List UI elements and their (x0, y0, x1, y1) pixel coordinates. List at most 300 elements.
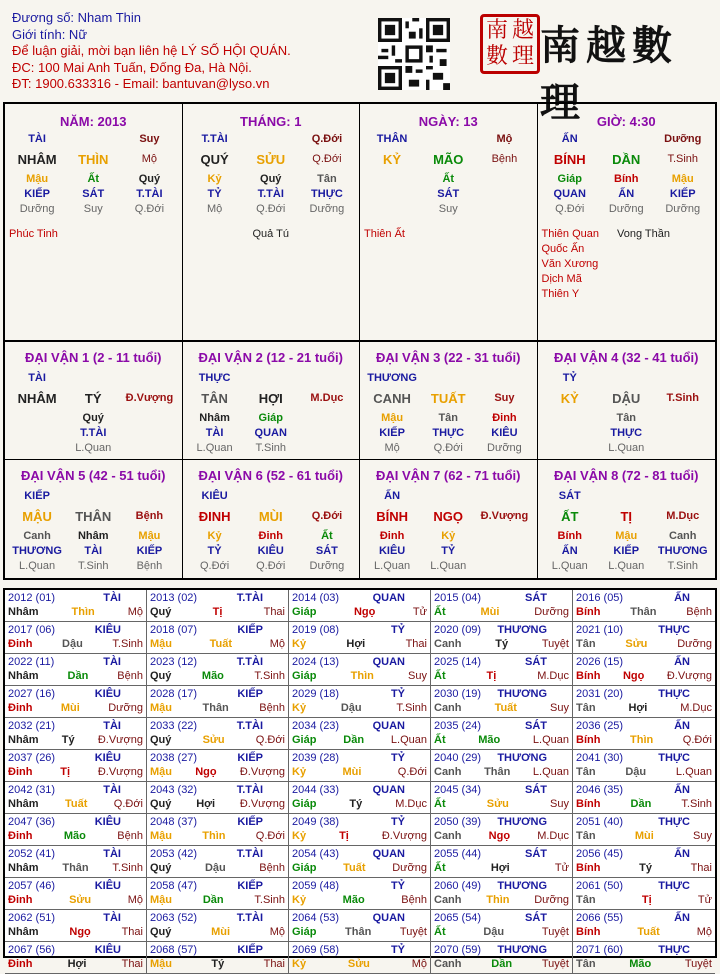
year-bottom (576, 957, 712, 972)
dai-van-stem-branch-0: NHÂM (17, 391, 57, 406)
dai-van-stage (187, 559, 356, 574)
dai-van-stage-2: Bệnh (136, 560, 163, 572)
pillar-title: NĂM: 2013 (60, 114, 127, 129)
dai-van-stage-1: L.Quan (430, 560, 467, 572)
year-cell[interactable] (5, 846, 147, 878)
year-cell[interactable] (147, 622, 289, 654)
year-bottom (576, 637, 712, 652)
year-god: TỶ (390, 624, 405, 636)
dai-van-stem-branch-2: Q.Đới (311, 510, 343, 522)
year-cell[interactable] (289, 942, 431, 974)
pillar-stage-2: Dưỡng (309, 203, 345, 215)
year-cell[interactable] (289, 622, 431, 654)
year-bottom (292, 701, 427, 716)
year-cell[interactable] (573, 750, 715, 782)
year-bottom (576, 797, 712, 812)
dai-van-stage-0: L.Quan (196, 442, 233, 454)
year-god: KIẾP (237, 688, 263, 700)
pillar-stars (9, 227, 178, 242)
year-cell[interactable] (5, 750, 147, 782)
year-bottom (8, 637, 143, 652)
year-bottom (150, 637, 285, 652)
pillar-stem-branch-2: T.Sinh (667, 153, 699, 165)
year-cell[interactable] (5, 910, 147, 942)
year-branch: Dậu (340, 702, 362, 714)
year-stem: Quý (150, 798, 172, 810)
year-cell[interactable] (289, 878, 431, 910)
pillar-hidden (9, 172, 178, 187)
year-stage: Bệnh (259, 702, 285, 714)
year-bottom (150, 893, 285, 908)
year-label: 2038 (27) (150, 752, 198, 764)
year-label: 2052 (41) (8, 848, 56, 860)
year-stage: Thai (263, 606, 285, 618)
year-god: TỶ (390, 880, 405, 892)
dai-van-god-row-0: THƯƠNG (12, 545, 62, 557)
year-bottom (292, 957, 427, 972)
year-stage: T.Sinh (254, 670, 285, 682)
year-label: 2036 (25) (576, 720, 624, 732)
year-top (576, 943, 712, 957)
year-cell[interactable] (147, 750, 289, 782)
year-cell[interactable] (5, 590, 147, 622)
dai-van-god-text: KIẾP (24, 490, 50, 502)
pillar-stem-branch-1: SỬU (256, 152, 286, 167)
year-bottom (576, 765, 712, 780)
year-label: 2016 (05) (576, 592, 624, 604)
year-cell[interactable] (431, 942, 573, 974)
dai-van-god-row-1: T.TÀI (80, 427, 107, 439)
year-stem: Quý (150, 670, 172, 682)
year-bottom (576, 669, 712, 684)
year-stage: Q.Đới (397, 766, 427, 778)
blank (65, 371, 121, 386)
year-god: ẤN (674, 912, 690, 924)
year-cell[interactable] (289, 718, 431, 750)
year-top (434, 719, 569, 733)
dai-van-stem-branch (542, 391, 712, 406)
year-god: THỰC (658, 880, 690, 892)
year-cell[interactable] (431, 846, 573, 878)
year-cell[interactable] (147, 846, 289, 878)
stars-left (9, 227, 58, 242)
year-label: 2028 (17) (150, 688, 198, 700)
pillar-top-1 (420, 132, 476, 147)
year-top (150, 751, 285, 765)
year-stage: Đ.Vượng (97, 766, 143, 778)
year-cell[interactable] (289, 686, 431, 718)
year-god: QUAN (372, 848, 405, 860)
year-stem: Đinh (8, 702, 33, 714)
year-label: 2059 (48) (292, 880, 340, 892)
year-branch: Tuất (343, 862, 366, 874)
dai-van-stage-1: Q.Đới (433, 442, 463, 454)
year-bottom (434, 893, 569, 908)
pillar-stem-branch-1: MÃO (433, 152, 464, 167)
year-stem: Tân (576, 830, 596, 842)
year-god: THƯƠNG (497, 880, 547, 892)
gioi-tinh: Giới tính: Nữ (12, 26, 88, 42)
star-name: Quả Tú (252, 228, 289, 240)
year-bottom (8, 733, 143, 748)
year-god: KIẾP (237, 752, 263, 764)
dai-van-hidden (542, 529, 712, 544)
year-cell[interactable] (289, 590, 431, 622)
dai-van-hidden-1: Mậu (615, 530, 638, 542)
year-cell[interactable] (431, 718, 573, 750)
dai-van-stem-branch-0: CANH (373, 391, 411, 406)
dai-van-stage-1: L.Quan (75, 442, 112, 454)
dai-van-god-row-1: THỰC (610, 427, 643, 439)
year-cell[interactable] (147, 686, 289, 718)
pillar-cell (183, 104, 361, 340)
year-cell[interactable] (147, 590, 289, 622)
dai-van-hidden-0: Đinh (379, 530, 405, 542)
dai-van-hidden-1: Giáp (258, 412, 283, 424)
year-cell[interactable] (431, 782, 573, 814)
year-cell[interactable] (573, 622, 715, 654)
year-cell[interactable] (5, 718, 147, 750)
pillar-top-2: Q.Đới (311, 133, 343, 145)
year-cell[interactable] (5, 622, 147, 654)
year-label: 2049 (38) (292, 816, 340, 828)
year-stage: Mộ (696, 926, 712, 938)
dai-van-god-text: THỰC (198, 372, 231, 384)
year-bottom (292, 637, 427, 652)
year-stage: Suy (693, 830, 712, 842)
year-bottom (434, 861, 569, 876)
year-branch: Ngọ (69, 926, 91, 938)
year-cell[interactable] (431, 878, 573, 910)
year-bottom (8, 925, 143, 940)
year-label: 2015 (04) (434, 592, 482, 604)
year-cell[interactable] (5, 814, 147, 846)
dai-van-cell (360, 342, 538, 460)
year-cell[interactable] (5, 654, 147, 686)
pillar-god-0: KIẾP (24, 188, 50, 200)
year-branch: Ngọ (622, 670, 645, 682)
year-bottom (8, 765, 143, 780)
year-branch: Dần (630, 798, 652, 810)
year-top (576, 751, 712, 765)
year-cell[interactable] (431, 814, 573, 846)
dai-van-stem-branch-2: M.Dục (666, 510, 700, 522)
year-cell[interactable] (573, 814, 715, 846)
year-cell[interactable] (289, 910, 431, 942)
year-label: 2064 (53) (292, 912, 340, 924)
year-cell[interactable] (147, 910, 289, 942)
year-top (8, 943, 143, 957)
blank (243, 489, 299, 504)
year-bottom (292, 861, 427, 876)
year-god: KIẾP (237, 624, 263, 636)
year-god: THỰC (658, 624, 690, 636)
qr-code-icon[interactable] (378, 18, 450, 90)
year-stem: Quý (150, 606, 172, 618)
year-top (576, 623, 712, 637)
year-branch: Sửu (347, 958, 370, 970)
year-cell[interactable] (431, 622, 573, 654)
year-god: T.TÀI (236, 592, 263, 604)
year-stem: Quý (150, 926, 172, 938)
year-stem: Canh (434, 702, 462, 714)
year-cell[interactable] (147, 814, 289, 846)
pillar-god (364, 187, 533, 202)
year-branch: Mùi (60, 702, 80, 714)
year-cell[interactable] (5, 878, 147, 910)
year-top (576, 687, 712, 701)
year-label: 2043 (32) (150, 784, 198, 796)
pillar-stem-branch-0: NHÂM (17, 152, 57, 167)
year-stage: Bệnh (259, 862, 285, 874)
year-label: 2056 (45) (576, 848, 624, 860)
year-top (8, 783, 143, 797)
year-cell[interactable] (289, 782, 431, 814)
dai-van-cell (538, 460, 716, 578)
year-god: TÀI (103, 784, 121, 796)
year-god: KIẾP (237, 816, 263, 828)
dai-van-stage-0: Q.Đới (199, 560, 230, 572)
phone-email-line[interactable]: ĐT: 1900.633316 - Email: bantuvan@lyso.vn (12, 76, 270, 91)
year-top (150, 815, 285, 829)
dai-van-stem-branch-1: TUẤT (430, 391, 466, 406)
year-bottom (150, 829, 285, 844)
year-branch: Tý (495, 638, 509, 650)
year-label: 2054 (43) (292, 848, 340, 860)
year-cell[interactable] (573, 718, 715, 750)
year-cell[interactable] (431, 686, 573, 718)
year-branch: Mão (629, 958, 652, 970)
pillar-top (9, 132, 178, 147)
pillar-hidden-0: Mậu (26, 173, 49, 185)
year-cell[interactable] (431, 910, 573, 942)
year-branch: Thìn (486, 894, 510, 906)
year-top (576, 719, 712, 733)
year-stem: Ất (434, 670, 446, 682)
pillar-stage-2: Q.Đới (134, 203, 165, 215)
year-branch: Sửu (625, 638, 648, 650)
year-top (8, 847, 143, 861)
pillar-god-2: KIẾP (669, 188, 696, 200)
year-stage: T.Sinh (681, 798, 712, 810)
year-god: QUAN (372, 912, 405, 924)
year-top (8, 879, 143, 893)
dai-van-god-row-0: TÀI (205, 427, 224, 439)
year-stem: Kỷ (292, 638, 307, 650)
dai-van-god (542, 489, 712, 504)
year-stem: Canh (434, 894, 462, 906)
year-branch: Sửu (486, 798, 509, 810)
year-top (434, 911, 569, 925)
dai-van-hidden-2 (655, 411, 712, 426)
year-cell[interactable] (147, 878, 289, 910)
year-stage: Dưỡng (392, 862, 427, 874)
dai-van-god-row-0: ẤN (561, 545, 578, 557)
pillar-stage-0: Mộ (206, 203, 223, 215)
year-cell[interactable] (573, 654, 715, 686)
dai-van-title: ĐẠI VẬN 5 (42 - 51 tuổi) (21, 468, 166, 483)
year-branch: Tị (60, 766, 71, 778)
dai-van-stage-0 (542, 441, 599, 456)
star-name: Thiên Quan (541, 228, 599, 240)
dai-van-stage (364, 559, 533, 574)
year-cell[interactable] (289, 750, 431, 782)
year-bottom (150, 733, 285, 748)
dai-van-stage-0 (9, 441, 65, 456)
year-branch: Sửu (69, 894, 92, 906)
year-label: 2055 (44) (434, 848, 482, 860)
year-cell[interactable] (573, 942, 715, 974)
dai-van-stage (542, 441, 712, 456)
year-branch: Tị (339, 830, 349, 842)
year-stem: Kỷ (292, 894, 307, 906)
year-cell[interactable] (147, 718, 289, 750)
star-name: Vong Thần (616, 228, 670, 240)
dai-van-stage-2: Dưỡng (487, 442, 522, 454)
pillar-top-2: Dưỡng (664, 133, 702, 145)
year-top (8, 719, 143, 733)
year-cell[interactable] (5, 942, 147, 974)
year-stem: Nhâm (8, 862, 39, 874)
dai-van-stage-1: Q.Đới (256, 560, 286, 572)
year-god: THỰC (658, 688, 690, 700)
year-bottom (292, 765, 427, 780)
dai-van-hidden (9, 411, 178, 426)
dai-van-stem-branch (187, 509, 356, 524)
year-stage: Suy (550, 798, 569, 810)
year-label: 2058 (47) (150, 880, 198, 892)
pillar-stage-2 (476, 202, 532, 217)
blank (420, 371, 476, 386)
year-cell[interactable] (289, 654, 431, 686)
year-bottom (8, 957, 143, 972)
year-stem: Canh (434, 766, 462, 778)
blank (655, 371, 712, 386)
pillar-stem-branch-0: KỶ (383, 152, 402, 167)
year-stage: L.Quan (390, 734, 427, 746)
year-cell[interactable] (431, 654, 573, 686)
year-cell[interactable] (573, 846, 715, 878)
year-cell[interactable] (147, 942, 289, 974)
year-stage: Q.Đới (113, 798, 143, 810)
year-god: ẤN (674, 784, 690, 796)
dai-van-stem-branch (9, 509, 178, 524)
year-bottom (576, 829, 712, 844)
dai-van-stage-2 (476, 559, 532, 574)
year-cell[interactable] (147, 782, 289, 814)
year-bottom (150, 797, 285, 812)
year-stem: Bính (576, 670, 601, 682)
year-top (434, 591, 569, 605)
dai-van-stem-branch-2: Đ.Vượng (480, 510, 529, 522)
year-cell[interactable] (289, 846, 431, 878)
year-stem: Tân (576, 702, 596, 714)
dai-van-stem-branch-1: NGỌ (433, 509, 464, 524)
dai-van-hidden (187, 411, 356, 426)
year-cell[interactable] (573, 686, 715, 718)
year-branch: Tuất (637, 926, 660, 938)
year-label: 2069 (58) (292, 944, 340, 956)
year-label: 2066 (55) (576, 912, 624, 924)
star-name: Thiên Y (541, 288, 580, 300)
year-cell[interactable] (5, 782, 147, 814)
year-branch: Mão (201, 670, 224, 682)
dai-van-title: ĐẠI VẬN 7 (62 - 71 tuổi) (376, 468, 521, 483)
year-top (434, 687, 569, 701)
year-god: TÀI (103, 592, 121, 604)
year-bottom (576, 861, 712, 876)
year-label: 2035 (24) (434, 720, 482, 732)
year-god: SÁT (525, 592, 547, 604)
dai-van-hidden-1: Tân (438, 412, 459, 424)
year-top (434, 783, 569, 797)
year-bottom (292, 893, 427, 908)
year-stage: Bệnh (686, 606, 712, 618)
year-stage: Dưỡng (534, 894, 569, 906)
year-bottom (292, 605, 427, 620)
year-branch: Dậu (483, 926, 505, 938)
star-name: Quốc Ấn (541, 243, 585, 255)
year-stage: Dưỡng (534, 606, 569, 618)
pillar-god-1: SÁT (437, 188, 460, 200)
star-name: Văn Xương (541, 258, 599, 270)
year-stage: Suy (550, 702, 569, 714)
year-stem: Đinh (8, 830, 33, 842)
year-cell[interactable] (573, 782, 715, 814)
blank (243, 371, 299, 386)
year-branch: Thân (202, 702, 229, 714)
year-cell[interactable] (5, 686, 147, 718)
year-god: THƯƠNG (497, 624, 547, 636)
dai-van-god (187, 489, 356, 504)
year-stage: Mộ (127, 894, 143, 906)
dai-van-title: ĐẠI VẬN 8 (72 - 81 tuổi) (554, 468, 699, 483)
year-cell[interactable] (431, 750, 573, 782)
year-god: THỰC (658, 752, 690, 764)
year-stage: Dưỡng (677, 638, 712, 650)
dai-van-stem-branch-0: BÍNH (376, 509, 408, 524)
dai-van-stage-1: L.Quan (608, 560, 645, 572)
year-label: 2060 (49) (434, 880, 482, 892)
year-cell[interactable] (573, 878, 715, 910)
pillar-stage (9, 202, 178, 217)
dai-van-hidden-0: Mậu (381, 412, 404, 424)
pillar-stem-branch-2: Q.Đới (312, 153, 342, 165)
dai-van-stage (542, 559, 712, 574)
year-cell[interactable] (147, 654, 289, 686)
year-stage: Tử (554, 862, 569, 874)
year-cell[interactable] (289, 814, 431, 846)
year-cell[interactable] (573, 590, 715, 622)
pillar-stem-branch-1: THÌN (78, 152, 109, 167)
dai-van-god (364, 489, 533, 504)
year-top (576, 815, 712, 829)
year-label: 2025 (14) (434, 656, 482, 668)
year-cell[interactable] (573, 910, 715, 942)
year-cell[interactable] (431, 590, 573, 622)
year-stem: Mậu (150, 702, 172, 714)
brand-logo: 南越數理 (540, 22, 678, 126)
year-branch: Thìn (350, 670, 374, 682)
pillar-top-2: Mộ (496, 133, 513, 145)
year-label: 2061 (50) (576, 880, 624, 892)
year-stem: Nhâm (8, 798, 39, 810)
pillar-stem-branch-0: QUÝ (200, 152, 229, 167)
year-god: KIÊU (94, 944, 121, 956)
year-stage: L.Quan (675, 766, 712, 778)
dai-van-hidden-2: Ất (321, 530, 333, 542)
year-bottom (8, 669, 143, 684)
